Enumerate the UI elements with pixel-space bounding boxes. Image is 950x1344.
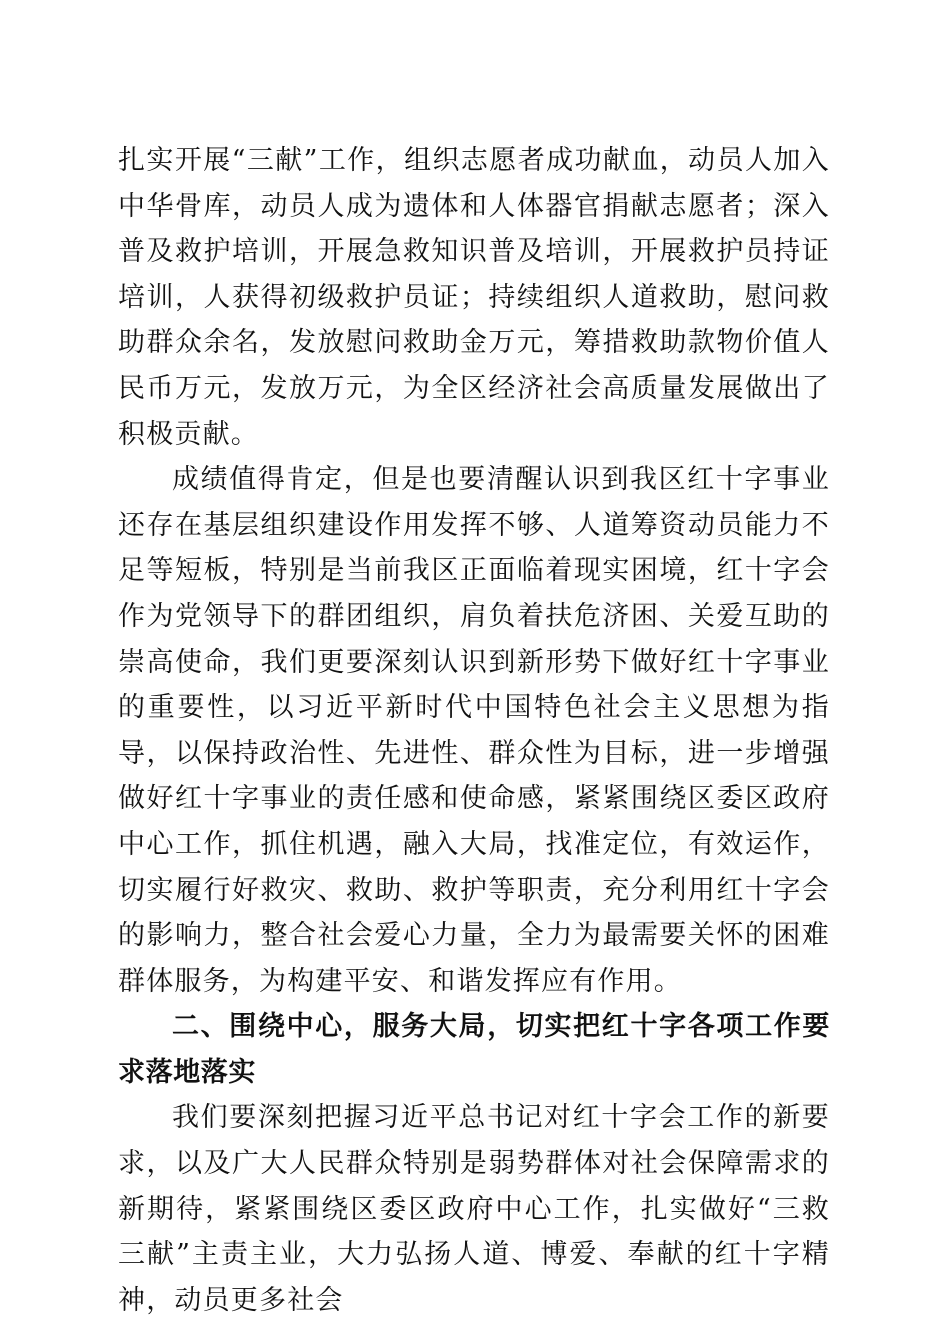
paragraph-new-requirements: 我们要深刻把握习近平总书记对红十字会工作的新要求，以及广大人民群众特别是弱势群体对社会保障需求的新期待，紧紧围绕区委区政府中心工作，扎实做好“三救三献”主责主业，大力弘扬人道、博爱、奉献的红十字精神，动员更多社会 [118,1102,830,1316]
section-heading-two: 二、围绕中心，服务大局，切实把红十字各项工作要求落地落实 [118,1011,830,1088]
paragraph-achievements-and-challenges: 成绩值得肯定，但是也要清醒认识到我区红十字事业还存在基层组织建设作用发挥不够、人道筹资动员能力不足等短板，特别是当前我区正面临着现实困境，红十字会作为党领导下的群团组织，肩负着扶危济困、关爱互助的崇高使命，我们更要深刻认识到新形势下做好红十字事业的重要性，以习近平新时代中国特色社会主义思想为指导，以保持政治性、先进性、群众性为目标，进一步增强做好红十字事业的责任感和使命感，紧紧围绕区委区政府中心工作，抓住机遇，融入大局，找准定位，有效运作，切实履行好救灾、救助、救护等职责，充分利用红十字会的影响力，整合社会爱心力量，全力为最需要关怀的困难群体服务，为构建平安、和谐发挥应有作用。 [118,464,830,997]
document-page [118,138,830,1323]
paragraph-blood-donation-summary: 扎实开展“三献”工作，组织志愿者成功献血，动员人加入中华骨库，动员人成为遗体和人体器官捐献志愿者；深入普及救护培训，开展急救知识普及培训，开展救护员持证培训，人获得初级救护员证；持续组织人道救助，慰问救助群众余名，发放慰问救助金万元，筹措救助款物价值人民币万元，发放万元，为全区经济社会高质量发展做出了积极贡献。 [118,145,830,450]
